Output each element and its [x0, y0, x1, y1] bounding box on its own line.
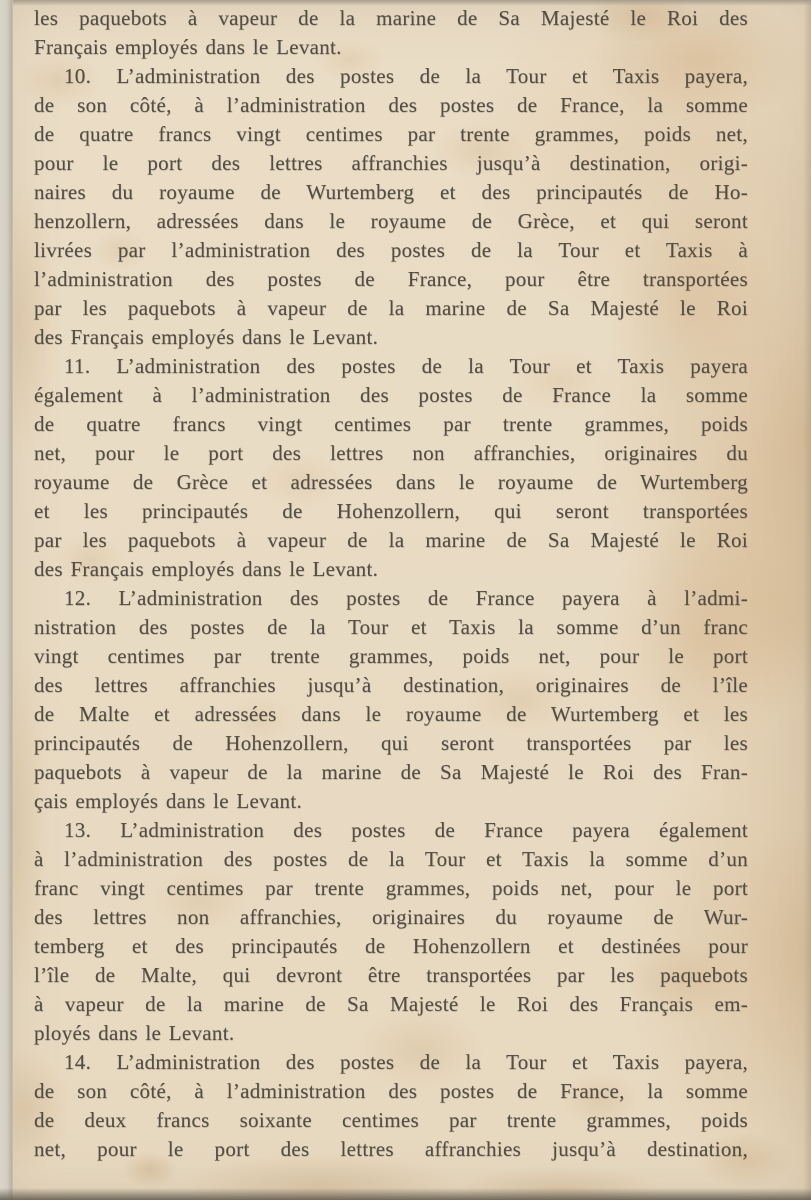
text-line: l’administration des postes de France, pour être transportées	[34, 267, 748, 291]
text-line: et les principautés de Hohenzollern, qui seront transportées	[34, 499, 748, 523]
paragraph	[34, 1048, 748, 1164]
text-line: l’île de Malte, qui devront être transportées par les paquebots	[34, 963, 748, 987]
text-line: 10. L’administration des postes de la Tour et Taxis payera,	[64, 64, 748, 88]
text-line: principautés de Hohenzollern, qui seront transportées par les	[34, 731, 748, 755]
text-line: à vapeur de la marine de Sa Majesté le Roi des Français em-	[34, 992, 748, 1016]
text-line: également à l’administration des postes de France la somme	[34, 383, 748, 407]
text-block	[34, 4, 748, 1164]
text-line: de deux francs soixante centimes par trente grammes, poids	[34, 1108, 748, 1132]
text-line: des lettres non affranchies, originaires du royaume de Wur-	[34, 905, 748, 929]
text-line: les paquebots à vapeur de la marine de Sa Majesté le Roi des	[34, 6, 748, 30]
text-line: pour le port des lettres affranchies jusqu’à destination, origi-	[34, 151, 748, 175]
text-line: par les paquebots à vapeur de la marine de Sa Majesté le Roi	[34, 296, 748, 320]
text-line: vingt centimes par trente grammes, poids net, pour le port	[34, 644, 748, 668]
text-line: franc vingt centimes par trente grammes, poids net, pour le port	[34, 876, 748, 900]
text-line: 11. L’administration des postes de la Tour et Taxis payera	[64, 354, 748, 378]
text-line: de quatre francs vingt centimes par trente grammes, poids	[34, 412, 748, 436]
text-line: çais employés dans le Levant.	[34, 789, 303, 813]
text-line: par les paquebots à vapeur de la marine de Sa Majesté le Roi	[34, 528, 748, 552]
text-line: net, pour le port des lettres non affranchies, originaires du	[34, 441, 748, 465]
text-line: royaume de Grèce et adressées dans le royaume de Wurtemberg	[34, 470, 748, 494]
text-line: de son côté, à l’administration des postes de France, la somme	[34, 1079, 748, 1103]
paragraph	[34, 4, 748, 62]
scan-edge-bottom	[0, 1188, 811, 1200]
scan-edge-right	[803, 0, 811, 1200]
text-line: de son côté, à l’administration des postes de France, la somme	[34, 93, 748, 117]
text-line: des Français employés dans le Levant.	[34, 557, 379, 581]
paragraph	[34, 62, 748, 352]
text-line: nistration des postes de la Tour et Taxis la somme d’un franc	[34, 615, 748, 639]
text-line: net, pour le port des lettres affranchies jusqu’à destination,	[34, 1137, 748, 1161]
paragraph	[34, 816, 748, 1048]
scan-edge-left	[0, 0, 13, 1200]
text-line: ployés dans le Levant.	[34, 1021, 235, 1045]
text-line: temberg et des principautés de Hohenzollern et destinées pour	[34, 934, 748, 958]
text-line: à l’administration des postes de la Tour et Taxis la somme d’un	[34, 847, 748, 871]
text-line: livrées par l’administration des postes de la Tour et Taxis à	[34, 238, 748, 262]
text-line: des Français employés dans le Levant.	[34, 325, 379, 349]
text-line: 12. L’administration des postes de France payera à l’admi-	[64, 586, 748, 610]
text-line: naires du royaume de Wurtemberg et des principautés de Ho-	[34, 180, 748, 204]
text-line: de Malte et adressées dans le royaume de Wurtemberg et les	[34, 702, 748, 726]
text-line: 14. L’administration des postes de la Tour et Taxis payera,	[64, 1050, 748, 1074]
text-line: de quatre francs vingt centimes par trente grammes, poids net,	[34, 122, 748, 146]
paragraph	[34, 584, 748, 816]
text-line: paquebots à vapeur de la marine de Sa Majesté le Roi des Fran-	[34, 760, 748, 784]
text-line: 13. L’administration des postes de France payera également	[64, 818, 748, 842]
text-line: henzollern, adressées dans le royaume de Grèce, et qui seront	[34, 209, 748, 233]
text-line: Français employés dans le Levant.	[34, 35, 342, 59]
text-line: des lettres affranchies jusqu’à destination, originaires de l’île	[34, 673, 748, 697]
paragraph	[34, 352, 748, 584]
